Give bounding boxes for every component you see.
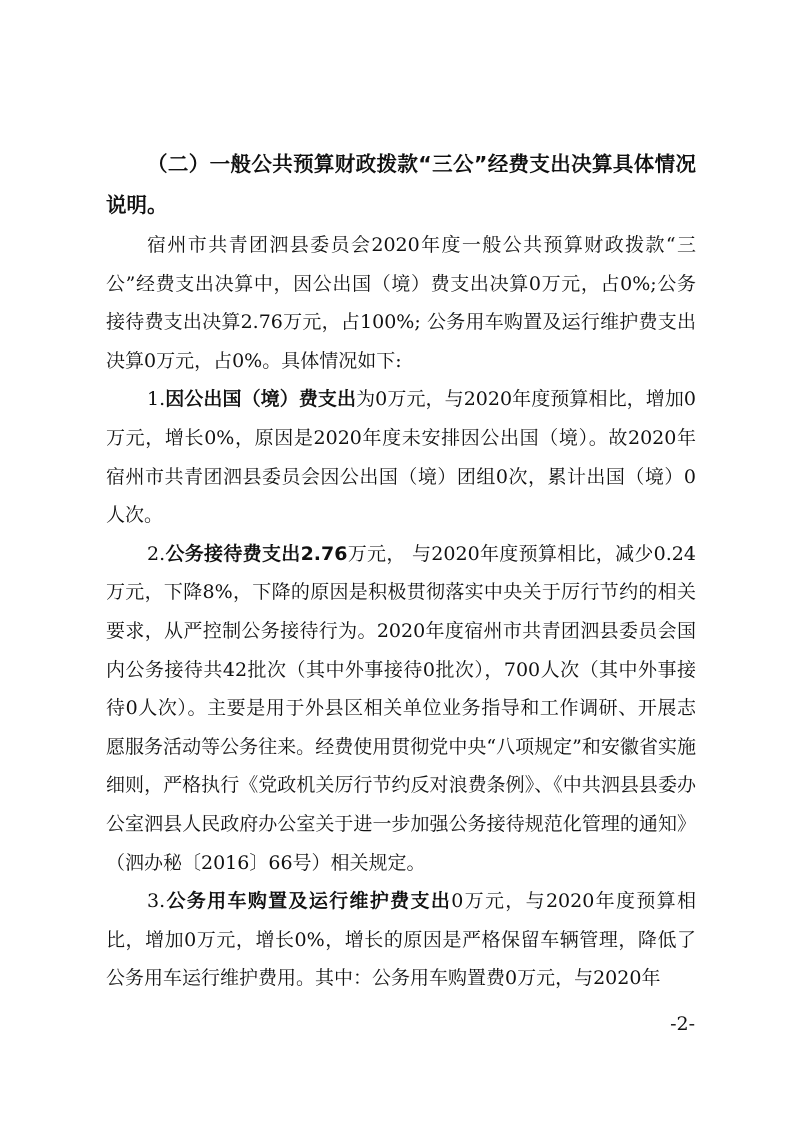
item-1-text: 为0万元，与2020年度预算相比，增加0万元，增长0%，原因是2020年度未安排因公出国（境）。故2020年宿州市共青团泗县委员会因公出国（境）团组0次，累计出国（境）0人次。 [106, 388, 696, 527]
item-2-text: 万元， 与2020年度预算相比，减少0.24万元，下降8%，下降的原因是积极贯彻落实中央关于厉行节约的相关要求，从严控制公务接待行为。2020年度宿州市共青团泗县委员会国内公务接待共42批次（其中外事接待0批次），700人次（其中外事接待0人次）。主要是用于外县区相关单位业务指导和工作调研、开展志愿服务活动等公务往来。经费使用贯彻党中央“八项规定”和安徽省实施细则，严格执行《党政机关厉行节约反对浪费条例》、《中共泗县县委办公室泗县人民政府办公室关于进一步加强公务接待规范化管理的通知》（泗办秘〔2016〕66号）相关规定。 [106, 542, 696, 874]
document-body [106, 144, 696, 998]
item-2-title: 公务接待费支出 [165, 542, 301, 565]
item-3-text: 0万元，与2020年度预算相比，增加0万元，增长0%，增长的原因是严格保留车辆管理，降低了公务用车运行维护费用。其中：公务用车购置费0万元，与2020年 [106, 890, 696, 990]
page-number: -2- [670, 1013, 695, 1035]
item-3-title: 公务用车购置及运行维护费支出 [165, 890, 452, 913]
item-2-number: 2. [147, 542, 166, 565]
section-heading: （二）一般公共预算财政拨款“三公”经费支出决算具体情况说明。 [106, 152, 696, 217]
item-1-title: 因公出国（境）费支出 [165, 388, 357, 411]
item-3-paragraph [106, 882, 696, 998]
item-1-number: 1. [147, 388, 166, 411]
item-3-number: 3. [147, 890, 166, 913]
item-2-amount: 2.76 [300, 542, 348, 565]
item-1-paragraph [106, 380, 696, 534]
intro-paragraph: 宿州市共青团泗县委员会2020年度一般公共预算财政拨款“三公”经费支出决算中，因公出国（境）费支出决算0万元，占0%;公务接待费支出决算2.76万元，占100%; 公务用车购置及运行维护费支出决算0万元，占0%。具体情况如下: [106, 234, 696, 372]
item-2-paragraph [106, 535, 696, 882]
